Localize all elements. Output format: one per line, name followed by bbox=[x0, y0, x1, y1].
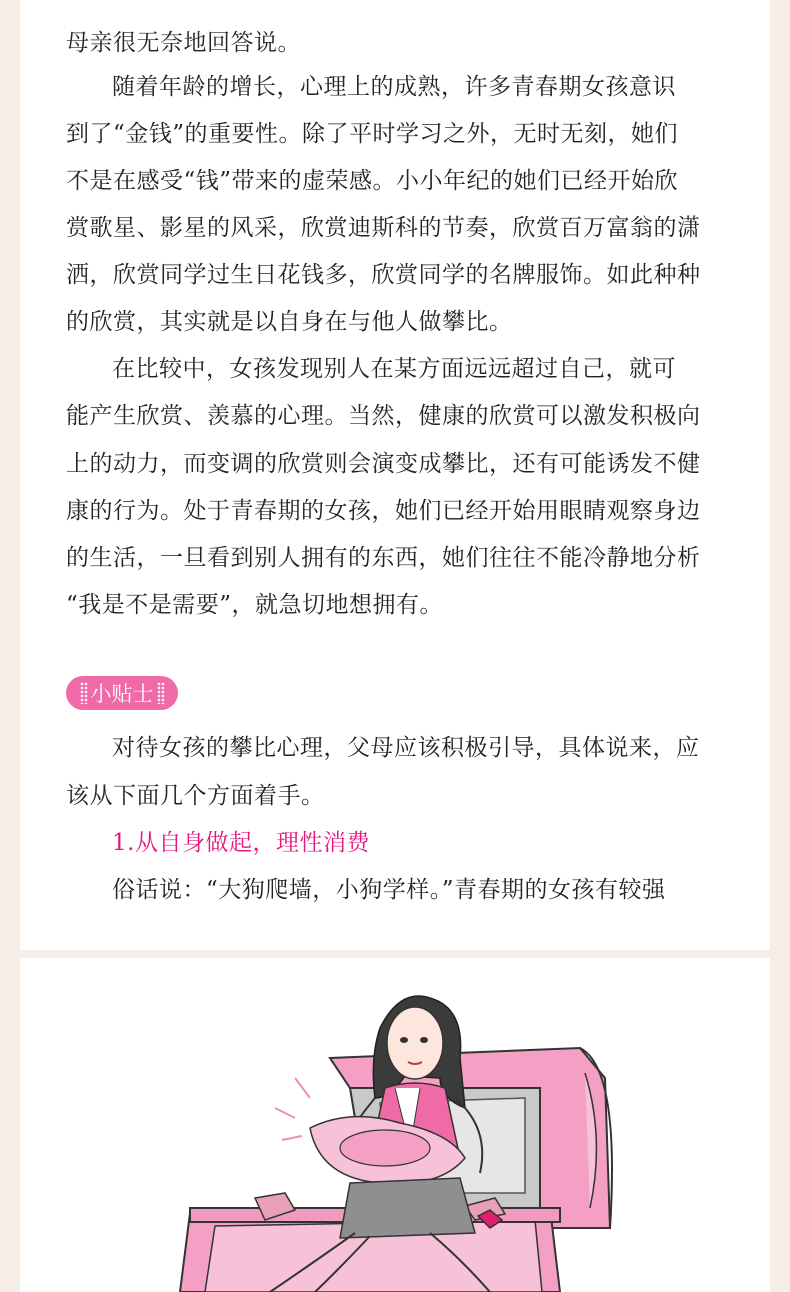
paragraph-line: 康的行为。处于青春期的女孩，她们已经开始用眼睛观察身边 bbox=[66, 498, 701, 524]
tips-heading: 1.从自身做起，理性消费 bbox=[112, 830, 370, 856]
paragraph-line: 的生活，一旦看到别人拥有的东西，她们往往不能冷静地分析 bbox=[66, 545, 701, 571]
paragraph-line: 随着年龄的增长，心理上的成熟，许多青春期女孩意识 bbox=[112, 74, 676, 100]
paragraph-line: 洒，欣赏同学过生日花钱多，欣赏同学的名牌服饰。如此种种 bbox=[66, 262, 701, 288]
paragraph-line: 赏歌星、影星的风采，欣赏迪斯科的节奏，欣赏百万富翁的潇 bbox=[66, 215, 701, 241]
tips-badge-label: 小贴士 bbox=[90, 682, 154, 706]
tips-badge bbox=[66, 676, 178, 710]
illustration-page bbox=[20, 958, 770, 1292]
paragraph-line: 母亲很无奈地回答说。 bbox=[66, 30, 301, 56]
tips-line: 该从下面几个方面着手。 bbox=[66, 783, 325, 809]
paragraph-line: “我是不是需要”，就急切地想拥有。 bbox=[66, 592, 444, 618]
paragraph-line: 到了“金钱”的重要性。除了平时学习之外，无时无刻，她们 bbox=[66, 121, 679, 147]
paragraph-line: 的欣赏，其实就是以自身在与他人做攀比。 bbox=[66, 309, 513, 335]
girl-treasure-chest-illustration bbox=[20, 958, 770, 1292]
paragraph-line: 不是在感受“钱”带来的虚荣感。小小年纪的她们已经开始欣 bbox=[66, 168, 679, 194]
article-page bbox=[20, 0, 770, 950]
tips-quote: 俗话说：“大狗爬墙，小狗学样。”青春期的女孩有较强 bbox=[112, 877, 666, 903]
paragraph-line: 在比较中，女孩发现别人在某方面远远超过自己，就可 bbox=[112, 356, 676, 382]
paragraph-line: 上的动力，而变调的欣赏则会演变成攀比，还有可能诱发不健 bbox=[66, 451, 701, 477]
paragraph-line: 能产生欣赏、羡慕的心理。当然，健康的欣赏可以激发积极向 bbox=[66, 403, 701, 429]
tips-line: 对待女孩的攀比心理，父母应该积极引导，具体说来，应 bbox=[112, 735, 700, 761]
